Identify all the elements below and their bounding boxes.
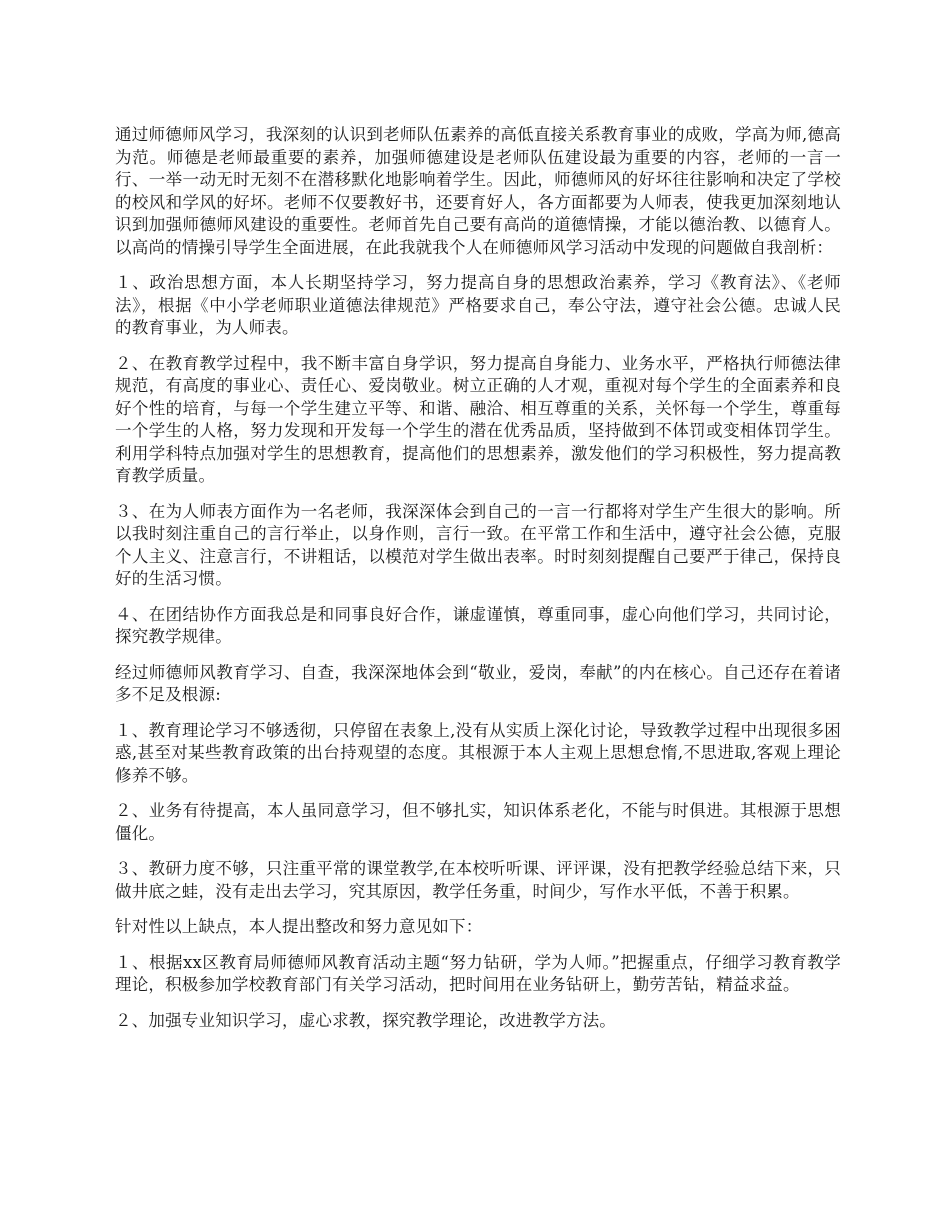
self-analysis-item-2: ２、在教育教学过程中，我不断丰富自身学识，努力提高自身能力、业务水平，严格执行师德法律规范，有高度的事业心、责任心、爱岗敬业。树立正确的人才观，重视对每个学生的全面素养和良好个性的培育，与每一个学生建立平等、和谐、融洽、相互尊重的关系，关怀每一个学生，尊重每一个学生的人格，努力发现和开发每一个学生的潜在优秀品质，坚持做到不体罚或变相体罚学生。利用学科特点加强对学生的思想教育，提高他们的思想素养，激发他们的学习积极性，努力提高教育教学质量。 xyxy=(115,353,841,485)
self-analysis-item-3: ３、在为人师表方面作为一名老师，我深深体会到自己的一言一行都将对学生产生很大的影响。所以我时刻注重自己的言行举止，以身作则，言行一致。在平常工作和生活中，遵守社会公德，克服个人主义、注意言行，不讲粗话，以模范对学生做出表率。时时刻刻提醒自己要严于律己，保持良好的生活习惯。 xyxy=(115,501,841,588)
improvement-intro-paragraph: 针对性以上缺点，本人提出整改和努力意见如下： xyxy=(115,917,483,936)
self-analysis-item-1: １、政治思想方面，本人长期坚持学习，努力提高自身的思想政治素养，学习《教育法》、《老师法》，根据《中小学老师职业道德法律规范》严格要求自己，奉公守法，遵守社会公德。忠诚人民的教育事业，为人师表。 xyxy=(115,273,841,337)
shortcoming-item-2: ２、业务有待提高，本人虽同意学习，但不够扎实，知识体系老化，不能与时俱进。其根源于思想僵化。 xyxy=(115,801,841,843)
improvement-item-1: １、根据xx区教育局师德师风教育活动主题“努力钻研，学为人师。”把握重点，仔细学习教育教学理论，积极参加学校教育部门有关学习活动，把时间用在业务钻研上，勤劳苦钻，精益求益。 xyxy=(115,952,841,994)
self-analysis-item-4: ４、在团结协作方面我总是和同事良好合作，谦虚谨慎，尊重同事，虚心向他们学习，共同讨论，探究教学规律。 xyxy=(115,604,841,646)
shortcoming-item-3: ３、教研力度不够，只注重平常的课堂教学,在本校听听课、评评课，没有把教学经验总结下来，只做井底之蛙，没有走出去学习，究其原因，教学任务重，时间少，写作水平低，不善于积累。 xyxy=(115,859,841,901)
improvement-item-2: ２、加强专业知识学习，虚心求教，探究教学理论，改进教学方法。 xyxy=(115,1010,616,1030)
document-page xyxy=(115,124,841,1045)
intro-paragraph: 通过师德师风学习，我深刻的认识到老师队伍素养的高低直接关系教育事业的成败，学高为师,德高为范。师德是老师最重要的素养，加强师德建设是老师队伍建设最为重要的内容，老师的一言一行、一举一动无时无刻不在潜移默化地影响着学生。因此，师德师风的好坏往往影响和决定了学校的校风和学风的好坏。老师不仅要教好书，还要育好人，各方面都要为人师表，使我更加深刻地认识到加强师德师风建设的重要性。老师首先自己要有高尚的道德情操，才能以德治教、以德育人。以高尚的情操引导学生全面进展，在此我就我个人在师德师风学习活动中发现的问题做自我剖析： xyxy=(115,125,841,257)
shortcoming-item-1: １、教育理论学习不够透彻，只停留在表象上,没有从实质上深化讨论，导致教学过程中出现很多困惑,甚至对某些教育政策的出台持观望的态度。其根源于本人主观上思想怠惰,不思进取,客观上理论修养不够。 xyxy=(115,720,841,785)
shortcomings-intro-paragraph: 经过师德师风教育学习、自查，我深深地体会到“敬业，爱岗，奉献”的内在核心。自己还存在着诸多不足及根源: xyxy=(115,662,841,704)
